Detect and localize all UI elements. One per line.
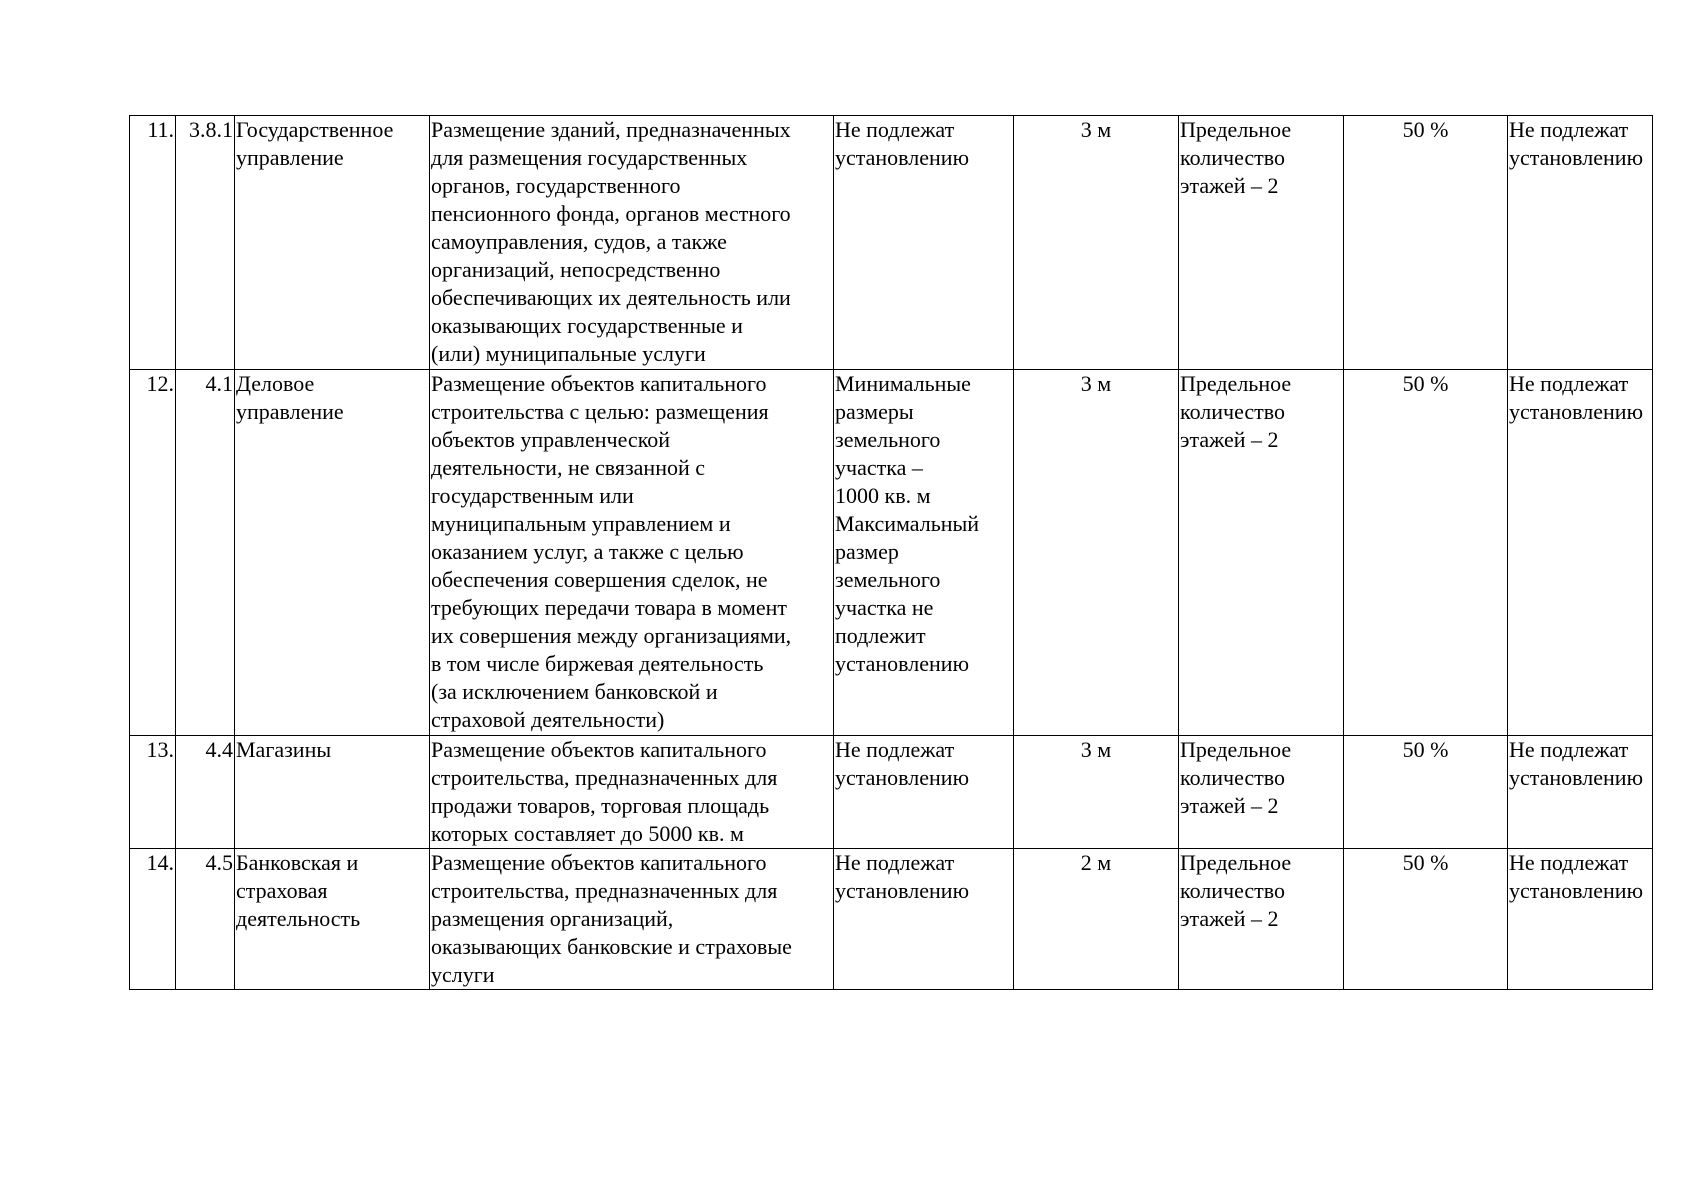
- row-number: 13.: [130, 736, 176, 849]
- coverage-percent: 50 %: [1344, 370, 1508, 736]
- plot-size: Минимальные размеры земельного участка – 1000 кв. м Максимальный размер земельного участка не подлежит установлению: [834, 370, 1014, 736]
- plot-size: Не подлежат установлению: [834, 736, 1014, 849]
- use-name: Деловое управление: [235, 370, 430, 736]
- land-use-table: [129, 115, 1653, 990]
- row-number: 12.: [130, 370, 176, 736]
- other-limits: Не подлежат установлению: [1508, 116, 1653, 370]
- use-description: Размещение объектов капитального строительства, предназначенных для размещения организаций, оказывающих банковские и страховые услуги: [430, 849, 834, 990]
- row-number: 11.: [130, 116, 176, 370]
- coverage-percent: 50 %: [1344, 849, 1508, 990]
- table-row: [130, 849, 1653, 990]
- use-code: 4.1: [176, 370, 235, 736]
- coverage-percent: 50 %: [1344, 736, 1508, 849]
- setback-distance: 3 м: [1014, 370, 1179, 736]
- setback-distance: 2 м: [1014, 849, 1179, 990]
- plot-size: Не подлежат установлению: [834, 116, 1014, 370]
- use-code: 4.4: [176, 736, 235, 849]
- use-code: 4.5: [176, 849, 235, 990]
- other-limits: Не подлежат установлению: [1508, 370, 1653, 736]
- use-description: Размещение зданий, предназначенных для размещения государственных органов, государственного пенсионного фонда, органов местного самоуправления, судов, а также организаций, непосредственно обеспечивающих их деятельность или оказывающих государственные и (или) муниципальные услуги: [430, 116, 834, 370]
- other-limits: Не подлежат установлению: [1508, 849, 1653, 990]
- floor-limit: Предельное количество этажей – 2: [1179, 736, 1344, 849]
- use-code: 3.8.1: [176, 116, 235, 370]
- plot-size: Не подлежат установлению: [834, 849, 1014, 990]
- row-number: 14.: [130, 849, 176, 990]
- setback-distance: 3 м: [1014, 736, 1179, 849]
- other-limits: Не подлежат установлению: [1508, 736, 1653, 849]
- use-description: Размещение объектов капитального строительства с целью: размещения объектов управленческой деятельности, не связанной с государственным или муниципальным управлением и оказанием услуг, а также с целью обеспечения совершения сделок, не требующих передачи товара в момент их совершения между организациями, в том числе биржевая деятельность (за исключением банковской и страховой деятельности): [430, 370, 834, 736]
- floor-limit: Предельное количество этажей – 2: [1179, 849, 1344, 990]
- table-row: [130, 370, 1653, 736]
- floor-limit: Предельное количество этажей – 2: [1179, 370, 1344, 736]
- floor-limit: Предельное количество этажей – 2: [1179, 116, 1344, 370]
- setback-distance: 3 м: [1014, 116, 1179, 370]
- coverage-percent: 50 %: [1344, 116, 1508, 370]
- use-description: Размещение объектов капитального строительства, предназначенных для продажи товаров, торговая площадь которых составляет до 5000 кв. м: [430, 736, 834, 849]
- use-name: Банковская и страховая деятельность: [235, 849, 430, 990]
- table-row: [130, 116, 1653, 370]
- use-name: Государственное управление: [235, 116, 430, 370]
- table-row: [130, 736, 1653, 849]
- use-name: Магазины: [235, 736, 430, 849]
